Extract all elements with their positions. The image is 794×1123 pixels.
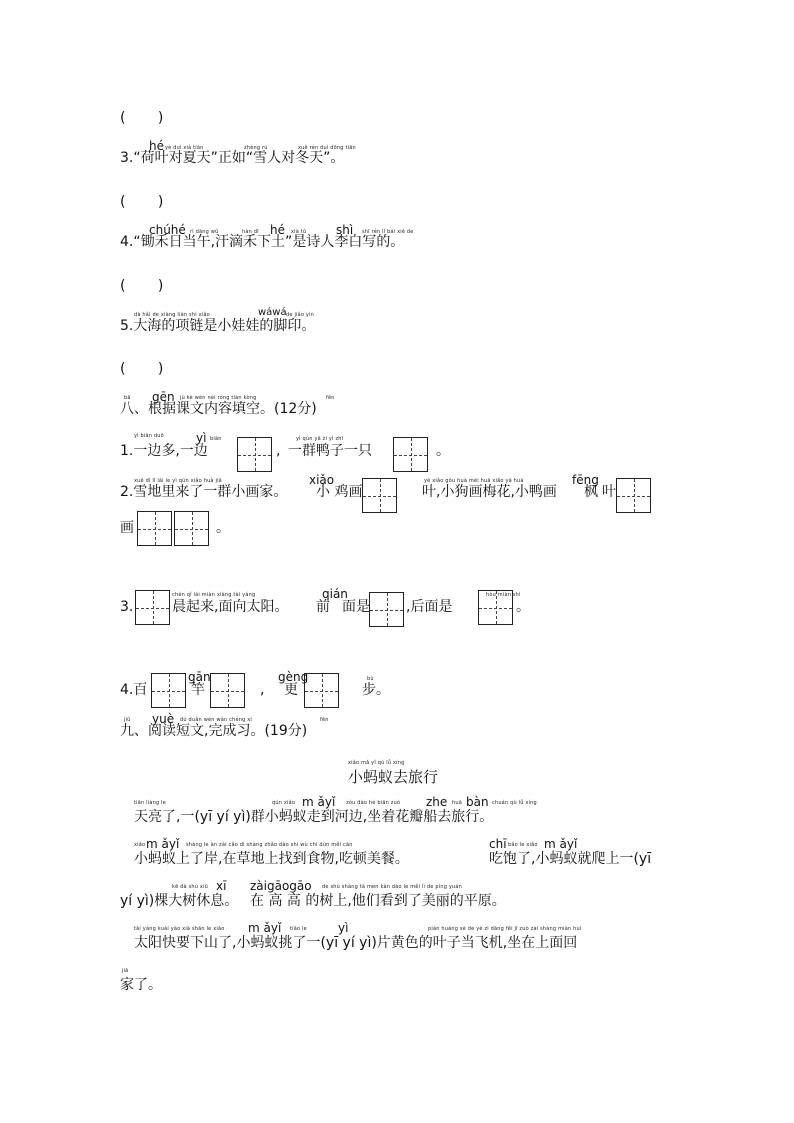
pinyin-annotation: tiāo le: [290, 926, 307, 932]
question-5: 5.大海的项链是小娃娃的脚印。: [120, 318, 316, 334]
story-paragraph-3b: 在 高 高 的树上,他们看到了美丽的平原。: [250, 893, 506, 909]
s8-question-2-a: 2.雪地里来了一群小画家。: [120, 484, 288, 500]
pinyin-annotation: zǒu dào hé biān zuò: [346, 800, 401, 806]
s8-question-4-e: 步。: [362, 682, 390, 698]
writing-grid-box[interactable]: [135, 590, 170, 625]
answer-parentheses[interactable]: ( ): [120, 194, 178, 210]
pinyin-annotation: tiān liàng le: [134, 800, 167, 806]
s8-question-1-end: 。: [436, 443, 450, 459]
pinyin-annotation: shì: [336, 223, 354, 237]
story-paragraph-1: 天亮了,一(yī yí yì)群小蚂蚁走到河边,坐着花瓣船去旅行。: [134, 809, 494, 825]
pinyin-annotation: xiǎo mǎ yǐ qù lǚ xíng: [348, 760, 405, 766]
s8-question-1-comma: ,: [276, 443, 281, 459]
pinyin-annotation: yuè: [152, 712, 175, 726]
pinyin-annotation: gān: [188, 670, 211, 684]
s8-question-4-d: 更: [284, 682, 298, 698]
writing-grid-box[interactable]: [137, 511, 172, 546]
pinyin-annotation: yì: [196, 431, 207, 445]
pinyin-annotation: bù: [367, 676, 374, 682]
pinyin-annotation: xiǎo: [134, 842, 146, 848]
pinyin-annotation: zhèng rú: [244, 145, 268, 151]
pinyin-annotation: de shù shàng tā men kàn dào le měi lì de píng yuán: [322, 884, 463, 890]
story-paragraph-2b: 吃饱了,小蚂蚁就爬上一(yī: [489, 851, 652, 867]
pinyin-annotation: m ǎyǐ: [302, 795, 336, 809]
s8-question-2-g: 。: [216, 520, 230, 536]
pinyin-annotation: qián: [322, 587, 348, 601]
pinyin-annotation: m ǎyǐ: [544, 837, 578, 851]
s8-question-3-e: ,后面是: [406, 599, 453, 615]
pinyin-annotation: fēn: [320, 717, 329, 723]
pinyin-annotation: yì qún yā zi yì zhī: [296, 436, 344, 442]
pinyin-annotation: rì dāng wǔ: [190, 229, 219, 235]
s8-question-4-a: 4.百: [120, 682, 148, 698]
pinyin-annotation: xī: [216, 879, 227, 893]
pinyin-annotation: jiā: [122, 968, 129, 974]
writing-grid-box[interactable]: [210, 673, 245, 708]
s8-question-2-f: 画: [120, 520, 134, 536]
writing-grid-box[interactable]: [237, 437, 272, 472]
pinyin-annotation: hé: [149, 139, 164, 153]
pinyin-annotation: hàn dī: [242, 229, 259, 235]
writing-grid-box[interactable]: [393, 437, 428, 472]
s8-question-3-f: 。: [516, 599, 530, 615]
question-3: 3.“荷叶对夏天”正如“雪人对冬天”。: [120, 150, 345, 166]
pinyin-annotation: dú duǎn wén wán chéng xí: [180, 717, 253, 723]
pinyin-annotation: hòu miàn shì: [486, 592, 521, 598]
s8-question-2-d: 枫: [584, 484, 598, 500]
answer-parentheses[interactable]: ( ): [120, 278, 178, 294]
story-paragraph-3a: yí yì)棵大树休息。: [120, 893, 239, 909]
pinyin-annotation: wáwá: [258, 307, 287, 318]
answer-parentheses[interactable]: ( ): [120, 110, 178, 126]
writing-grid-box[interactable]: [478, 590, 513, 625]
pinyin-annotation: tài yáng kuài yào xià shān le xiǎo: [134, 926, 225, 932]
pinyin-annotation: shàng le àn zài cǎo dì shàng zhǎo dào shí wù chī dùn měi cān: [186, 842, 353, 848]
pinyin-annotation: xuě rén duì dōng tiān: [298, 145, 356, 151]
pinyin-annotation: yè duì xià tiān: [165, 145, 204, 151]
s8-question-4-c: ,: [260, 682, 265, 698]
pinyin-annotation: yè xiǎo gǒu huà méi huā xiǎo yā huà: [424, 478, 524, 484]
pinyin-annotation: qún xiǎo: [272, 800, 296, 806]
pinyin-annotation: fēn: [326, 395, 335, 401]
pinyin-annotation: chuán qù lǚ xíng: [492, 800, 537, 806]
pinyin-annotation: dà hǎi de xiàng liàn shì xiǎo: [134, 312, 210, 318]
pinyin-annotation: jù kè wén nèi róng tián kòng: [180, 395, 257, 401]
pinyin-annotation: yì biān duō: [134, 433, 164, 439]
pinyin-annotation: gēn: [152, 390, 175, 404]
pinyin-annotation: zhe: [426, 795, 448, 809]
story-title: 小蚂蚁去旅行: [348, 768, 439, 786]
writing-grid-box[interactable]: [616, 478, 651, 513]
pinyin-annotation: chén qǐ lái miàn xiàng tài yáng: [172, 592, 256, 598]
s8-question-4-b: 竿: [191, 682, 205, 698]
pinyin-annotation: bā: [124, 395, 131, 401]
pinyin-annotation: zàigāogāo: [250, 879, 312, 893]
pinyin-annotation: chī: [489, 837, 507, 851]
pinyin-annotation: yì: [338, 921, 349, 935]
pinyin-annotation: biān: [210, 436, 222, 442]
pinyin-annotation: chúhé: [149, 223, 186, 237]
pinyin-annotation: kē dà shù xiū: [172, 884, 209, 890]
writing-grid-box[interactable]: [369, 592, 404, 627]
pinyin-annotation: m ǎyǐ: [146, 837, 180, 851]
s8-question-2-c: 叶,小狗画梅花,小鸭画: [422, 484, 557, 500]
section-8-title: 八、根据课文内容填空。(12分): [120, 401, 317, 417]
pinyin-annotation: jiǔ: [124, 717, 131, 723]
pinyin-annotation: piàn huáng sè de yè zi dāng fēi jī zuò zài shàng miàn huí: [428, 926, 582, 932]
writing-grid-box[interactable]: [362, 478, 397, 513]
writing-grid-box[interactable]: [151, 673, 186, 708]
answer-parentheses[interactable]: ( ): [120, 361, 178, 377]
pinyin-annotation: xià tǔ: [291, 229, 307, 235]
pinyin-annotation: m ǎyǐ: [248, 921, 282, 935]
s8-question-3-c: 前: [316, 599, 330, 615]
story-paragraph-4a: 太阳快要下山了,小蚂蚁挑了一(yī yí yì)片黄色的叶子当飞机,坐在上面回: [134, 935, 578, 951]
story-paragraph-4b: 家了。: [120, 977, 162, 993]
s8-question-3-b: 晨起来,面向太阳。: [172, 599, 289, 615]
pinyin-annotation: bàn: [466, 795, 489, 809]
pinyin-annotation: shī rén lǐ bái xiě de: [362, 229, 414, 235]
pinyin-annotation: gèng: [278, 670, 309, 684]
writing-grid-box[interactable]: [304, 673, 339, 708]
pinyin-annotation: de jiǎo yìn: [286, 312, 315, 318]
story-paragraph-2a: 小蚂蚁上了岸,在草地上找到食物,吃顿美餐。: [134, 851, 409, 867]
s8-question-3-d: 面是: [342, 599, 370, 615]
s8-question-1-middle: 一群鸭子一只: [288, 443, 372, 459]
pinyin-annotation: huā: [452, 800, 463, 806]
pinyin-annotation: fēng: [572, 473, 599, 487]
s8-question-2-b: 小 鸡画: [316, 484, 363, 500]
s8-question-1-prefix: 1.一边多,一边: [120, 443, 208, 459]
pinyin-annotation: bǎo le xiǎo: [508, 842, 538, 848]
section-9-title: 九、阅读短文,完成习。(19分): [120, 723, 308, 739]
writing-grid-box[interactable]: [174, 511, 209, 546]
pinyin-annotation: xiǎo: [309, 473, 335, 487]
pinyin-annotation: xuě dì lǐ lái le yì qún xiǎo huà jiā: [134, 478, 222, 484]
s8-question-2-e: 叶: [602, 484, 616, 500]
question-4: 4.“锄禾日当午,汗滴禾下土”是诗人李白写的。: [120, 234, 405, 250]
s8-question-3-a: 3.: [120, 599, 134, 615]
pinyin-annotation: hé: [270, 223, 285, 237]
